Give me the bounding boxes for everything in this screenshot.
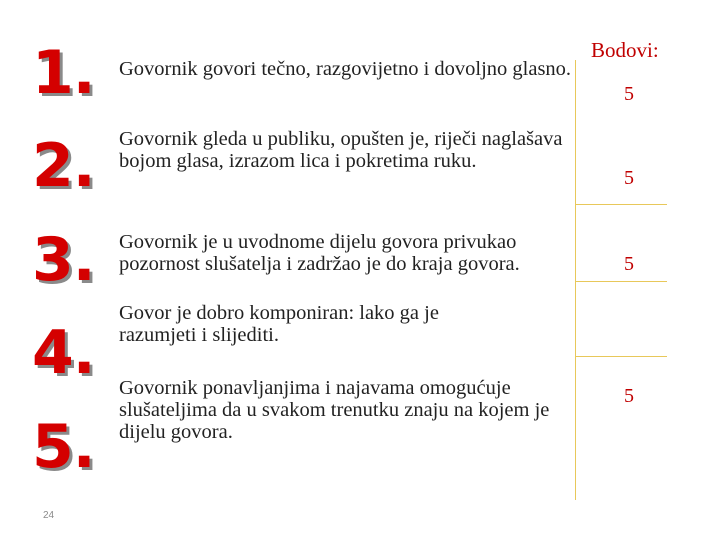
points-header: Bodovi: [591, 38, 659, 62]
points-column-divider [575, 60, 576, 500]
item-number-5: 5. [32, 412, 95, 482]
points-value-1: 5 [624, 83, 634, 105]
criterion-4-text: Govor je dobro komponiran: lako ga je razumjeti i slijediti. [119, 302, 439, 346]
criterion-5-text: Govornik ponavljanjima i najavama omogućuje slušateljima da u svakom trenutku znaju na kojem je dijelu govora. [119, 377, 550, 443]
criterion-3-text: Govornik je u uvodnome dijelu govora privukao pozornost slušatelja i zadržao je do kraja govora. [119, 231, 520, 275]
points-row-divider [575, 281, 667, 282]
points-row-divider [575, 204, 667, 205]
page-number: 24 [43, 510, 55, 521]
item-number-3: 3. [32, 225, 95, 295]
points-value-2: 5 [624, 167, 634, 189]
item-number-1: 1. [32, 38, 95, 108]
criterion-2-text: Govornik gleda u publiku, opušten je, riječi naglašava bojom glasa, izrazom lica i pokretima ruku. [119, 128, 563, 172]
points-value-3: 5 [624, 253, 634, 275]
item-number-2: 2. [32, 131, 95, 201]
criterion-1-text: Govornik govori tečno, razgovijetno i dovoljno glasno. [119, 58, 572, 80]
points-value-5: 5 [624, 385, 634, 407]
points-row-divider [575, 356, 667, 357]
item-number-4: 4. [32, 318, 95, 388]
